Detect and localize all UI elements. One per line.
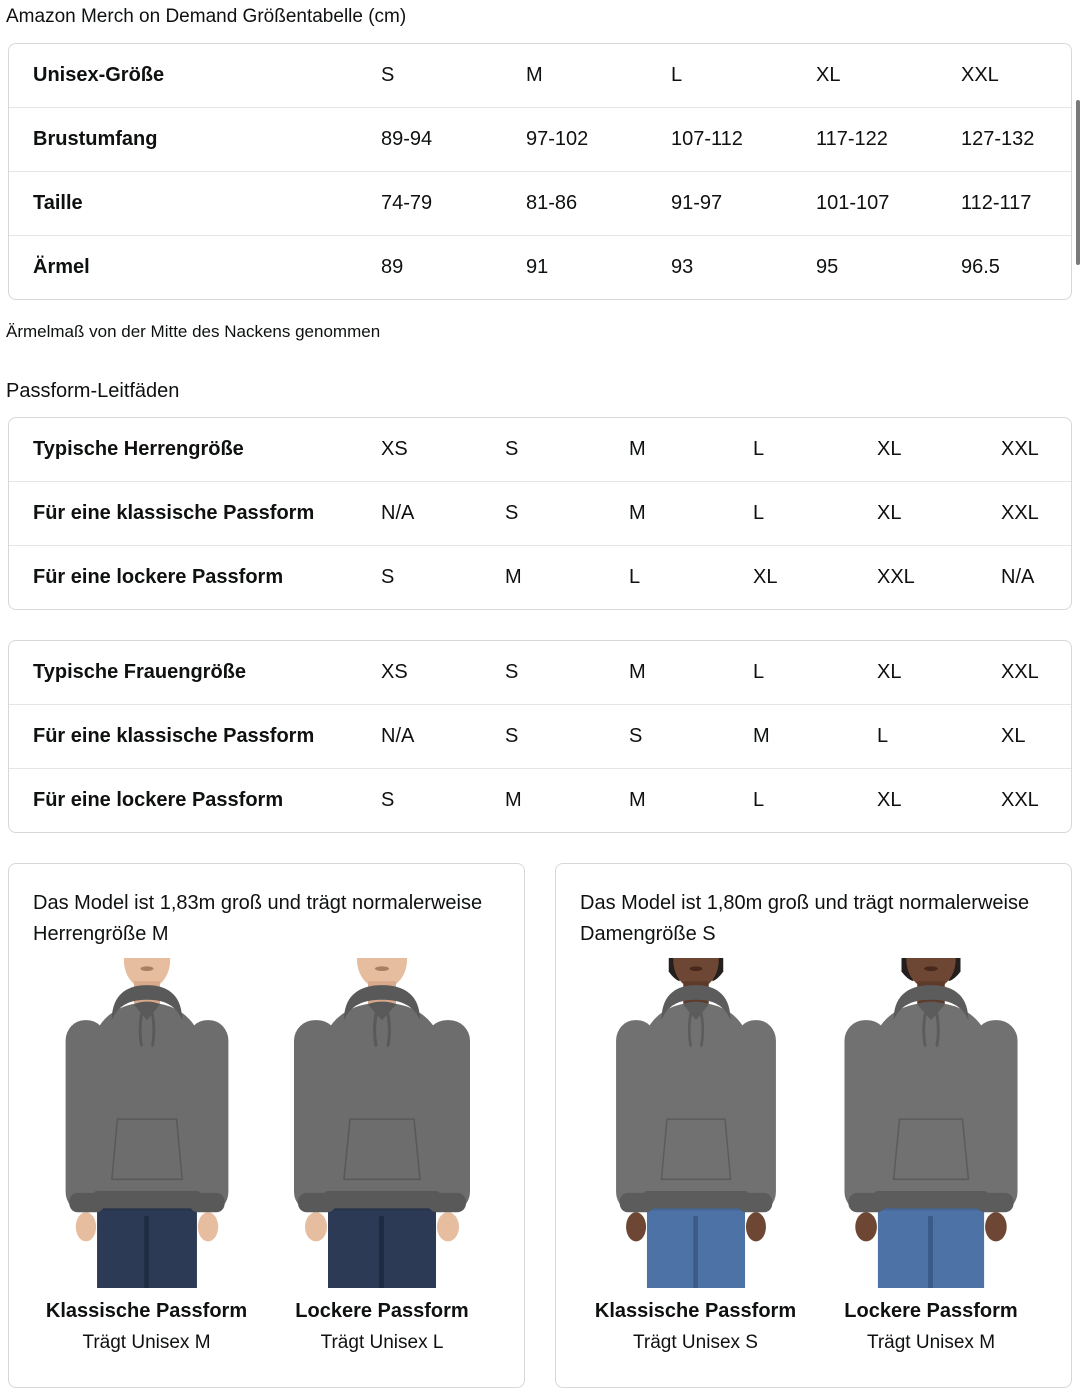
table-cell: XL xyxy=(877,502,902,524)
table-cell: S xyxy=(505,661,519,683)
table-cell: XXL xyxy=(877,566,915,588)
table-cell: XXL xyxy=(1001,502,1039,524)
table-row xyxy=(9,235,1071,299)
table-cell: 74-79 xyxy=(381,192,433,214)
table-cell: 96.5 xyxy=(961,256,1000,278)
figure-size-label: Trägt Unisex S xyxy=(633,1332,758,1353)
model-figure-classic xyxy=(31,958,262,1354)
table-row xyxy=(9,768,1071,832)
row-label: Typische Frauengröße xyxy=(33,661,247,683)
table-row xyxy=(9,171,1071,235)
table-cell: XL xyxy=(1001,725,1026,747)
page-title: Amazon Merch on Demand Größentabelle (cm) xyxy=(6,6,407,27)
row-label: Brustumfang xyxy=(33,128,158,150)
table-cell: S xyxy=(505,502,519,524)
row-label: Ärmel xyxy=(33,256,90,278)
table-cell: N/A xyxy=(381,725,415,747)
male-model-classic-photo xyxy=(36,958,258,1288)
row-label: Typische Herrengröße xyxy=(33,438,244,460)
table-cell: M xyxy=(629,661,646,683)
table-cell: 91-97 xyxy=(671,192,723,214)
table-cell: XXL xyxy=(1001,789,1039,811)
table-row xyxy=(9,481,1071,545)
table-cell: M xyxy=(629,438,646,460)
fit-guide-women-table xyxy=(8,640,1072,833)
figure-fit-label: Klassische Passform xyxy=(594,1300,797,1322)
table-cell: N/A xyxy=(1001,566,1035,588)
fit-guide-men-table xyxy=(8,417,1072,610)
table-cell: XS xyxy=(381,438,408,460)
table-cell: S xyxy=(505,438,519,460)
size-col-header: L xyxy=(671,64,683,86)
row-label: Unisex-Größe xyxy=(33,64,165,86)
table-cell: S xyxy=(381,566,395,588)
table-row xyxy=(9,107,1071,171)
table-cell: M xyxy=(505,789,522,811)
table-row xyxy=(9,545,1071,609)
table-row xyxy=(9,44,1071,107)
model-card-women xyxy=(555,863,1072,1388)
unisex-size-table xyxy=(8,43,1072,300)
figure-size-label: Trägt Unisex L xyxy=(320,1332,444,1353)
table-cell: 93 xyxy=(671,256,694,278)
figure-fit-label: Klassische Passform xyxy=(45,1300,248,1322)
row-label: Für eine lockere Passform xyxy=(33,789,284,811)
table-cell: M xyxy=(629,789,646,811)
table-cell: S xyxy=(505,725,519,747)
table-cell: S xyxy=(381,789,395,811)
table-cell: M xyxy=(505,566,522,588)
figure-row xyxy=(578,958,1049,1354)
model-figure-loose xyxy=(262,958,502,1354)
table-cell: L xyxy=(753,661,765,683)
scrollbar-thumb[interactable] xyxy=(1076,100,1080,265)
male-model-loose-photo xyxy=(262,958,502,1288)
figure-size-label: Trägt Unisex M xyxy=(82,1332,211,1353)
table-cell: 91 xyxy=(526,256,549,278)
table-cell: L xyxy=(877,725,889,747)
table-row xyxy=(9,418,1071,481)
table-cell: 101-107 xyxy=(816,192,890,214)
figure-fit-label: Lockere Passform xyxy=(295,1300,469,1322)
table-cell: XL xyxy=(753,566,778,588)
table-cell: 97-102 xyxy=(526,128,589,150)
table-cell: L xyxy=(629,566,641,588)
figure-size-label: Trägt Unisex M xyxy=(866,1332,996,1353)
table-cell: 117-122 xyxy=(816,128,888,150)
table-cell: XXL xyxy=(1001,438,1039,460)
row-label: Für eine klassische Passform xyxy=(33,725,315,747)
row-label: Für eine lockere Passform xyxy=(33,566,284,588)
model-figure-classic xyxy=(578,958,813,1354)
model-cards-row xyxy=(8,863,1072,1388)
row-label: Taille xyxy=(33,192,83,214)
table-cell: XL xyxy=(877,661,902,683)
figure-row xyxy=(31,958,502,1354)
table-cell: L xyxy=(753,502,765,524)
size-col-header: S xyxy=(381,64,395,86)
size-col-header: XXL xyxy=(961,64,999,86)
model-description: Das Model ist 1,83m groß und trägt normalerweise Herrengröße M xyxy=(33,892,483,945)
fit-guides-heading: Passform-Leitfäden xyxy=(6,380,180,402)
model-card-men xyxy=(8,863,525,1388)
figure-fit-label: Lockere Passform xyxy=(844,1300,1018,1322)
table-cell: 95 xyxy=(816,256,839,278)
table-cell: 127-132 xyxy=(961,128,1035,150)
table-cell: S xyxy=(629,725,643,747)
table-cell: 89 xyxy=(381,256,404,278)
table-cell: XXL xyxy=(1001,661,1039,683)
table-cell: N/A xyxy=(381,502,415,524)
sleeve-measure-note: Ärmelmaß von der Mitte des Nackens genommen xyxy=(6,322,381,341)
table-cell: XL xyxy=(877,438,902,460)
table-cell: 112-117 xyxy=(961,192,1032,214)
female-model-classic-photo xyxy=(587,958,805,1288)
table-cell: 89-94 xyxy=(381,128,433,150)
table-cell: 107-112 xyxy=(671,128,743,150)
table-cell: L xyxy=(753,789,765,811)
table-cell: M xyxy=(629,502,646,524)
table-cell: XS xyxy=(381,661,408,683)
model-figure-loose xyxy=(813,958,1049,1354)
table-cell: L xyxy=(753,438,765,460)
table-cell: 81-86 xyxy=(526,192,578,214)
size-col-header: M xyxy=(526,64,543,86)
size-col-header: XL xyxy=(816,64,841,86)
model-description: Das Model ist 1,80m groß und trägt normalerweise Damengröße S xyxy=(580,892,1030,945)
table-row xyxy=(9,641,1071,704)
table-cell: XL xyxy=(877,789,902,811)
row-label: Für eine klassische Passform xyxy=(33,502,315,524)
table-cell: M xyxy=(753,725,770,747)
table-row xyxy=(9,704,1071,768)
female-model-loose-photo xyxy=(813,958,1049,1288)
